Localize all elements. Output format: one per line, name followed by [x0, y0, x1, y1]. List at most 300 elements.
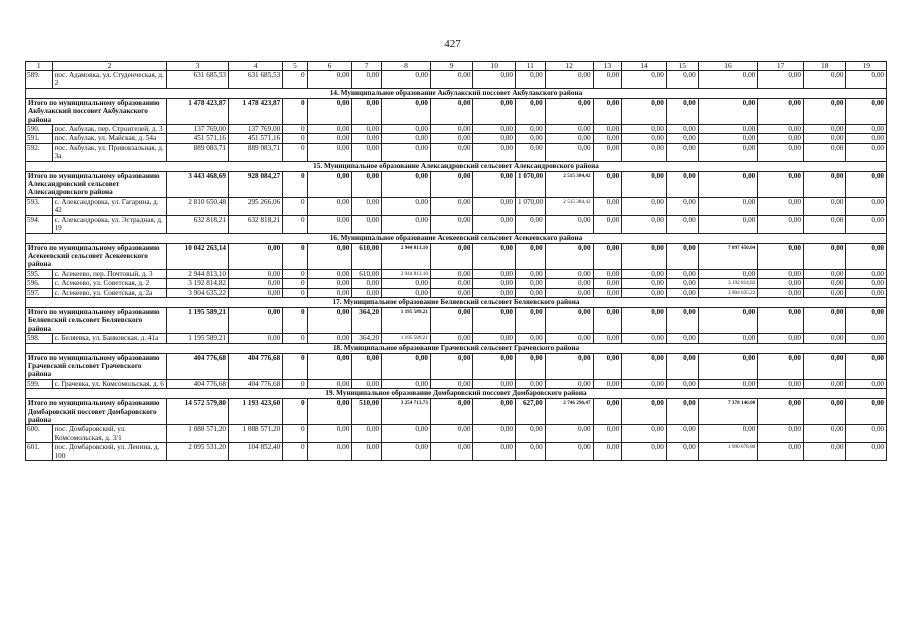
table-cell: 0,00: [307, 307, 352, 333]
address-cell: с. Александровка, ул. Эстрадная, д. 19: [52, 215, 167, 233]
table-cell: 0: [283, 71, 307, 89]
table-cell: 0,00: [473, 197, 516, 215]
table-cell: 0,00: [473, 269, 516, 278]
table-cell: 0,00: [666, 269, 698, 278]
table-cell: 0,00: [307, 379, 352, 388]
table-cell: 0,00: [382, 443, 431, 461]
table-cell: 0,00: [545, 279, 593, 288]
column-number: 4: [229, 62, 283, 71]
table-cell: 0,00: [352, 134, 382, 143]
table-cell: 0: [283, 379, 307, 388]
table-cell: 0,00: [515, 269, 545, 278]
table-cell: 0: [283, 425, 307, 443]
table-cell: 0: [283, 307, 307, 333]
table-cell: 0,00: [307, 269, 352, 278]
table-cell: 0,00: [666, 425, 698, 443]
table-cell: 0,00: [622, 288, 667, 297]
table-cell: 0,00: [515, 443, 545, 461]
total-label: Итого по муниципальному образованию Асекеевский сельсовет Асекеевского района: [26, 243, 167, 269]
table-cell: 510,00: [352, 399, 382, 425]
table-cell: 0,00: [846, 288, 887, 297]
total-row: [26, 307, 887, 333]
table-cell: 1 193 423,60: [229, 399, 283, 425]
row-number: 590.: [26, 125, 53, 134]
table-cell: 0,00: [758, 288, 804, 297]
table-cell: 0,00: [352, 353, 382, 379]
table-cell: 0,00: [758, 379, 804, 388]
table-cell: 0,00: [382, 288, 431, 297]
table-cell: 0,00: [515, 279, 545, 288]
table-cell: 1 478 423,87: [167, 98, 229, 124]
table-cell: 0,00: [515, 98, 545, 124]
table-cell: 0,00: [593, 98, 622, 124]
table-cell: 0,00: [515, 243, 545, 269]
table-cell: 0,00: [758, 269, 804, 278]
table-cell: 0,00: [698, 71, 758, 89]
column-number: 9: [430, 62, 473, 71]
table-cell: 0,00: [307, 197, 352, 215]
table-cell: 0,00: [473, 215, 516, 233]
table-row: [26, 197, 887, 215]
address-cell: с. Александровка, ул. Гагарина, д. 42: [52, 197, 167, 215]
table-row: [26, 71, 887, 89]
section-title: 19. Муниципальное образование Домбаровский поссовет Домбаровского района: [26, 389, 887, 399]
table-cell: 0,00: [666, 334, 698, 343]
table-cell: 0,00: [593, 399, 622, 425]
table-cell: 0,00: [307, 288, 352, 297]
table-cell: 0,00: [307, 71, 352, 89]
row-number: 596.: [26, 279, 53, 288]
table-cell: 3 192 814,82: [698, 279, 758, 288]
table-cell: 0,00: [593, 143, 622, 161]
total-label: Итого по муниципальному образованию Акбулакский поссовет Акбулакского района: [26, 98, 167, 124]
table-cell: 0,00: [352, 288, 382, 297]
table-cell: 0,00: [666, 197, 698, 215]
table-cell: 404 776,68: [229, 353, 283, 379]
table-cell: 0,00: [430, 134, 473, 143]
table-cell: 0,00: [229, 288, 283, 297]
table-cell: 0,00: [352, 215, 382, 233]
table-cell: 0,00: [593, 288, 622, 297]
table-cell: 0: [283, 171, 307, 197]
table-cell: 0: [283, 134, 307, 143]
table-cell: 0,00: [382, 197, 431, 215]
table-cell: 1 195 589,21: [382, 307, 431, 333]
address-cell: пос. Акбулак, ул. Привокзальная, д. 3а: [52, 143, 167, 161]
table-cell: 1 195 589,21: [167, 307, 229, 333]
table-row: [26, 143, 887, 161]
table-cell: 0,00: [430, 243, 473, 269]
column-number: 10: [473, 62, 516, 71]
table-cell: 364,20: [352, 334, 382, 343]
table-cell: 0,00: [307, 215, 352, 233]
table-cell: 0,00: [382, 279, 431, 288]
table-cell: 0,00: [352, 425, 382, 443]
table-cell: 0: [283, 197, 307, 215]
table-cell: 0,00: [307, 279, 352, 288]
table-cell: 0,00: [803, 134, 846, 143]
total-row: [26, 353, 887, 379]
table-cell: 0,00: [758, 279, 804, 288]
table-row: [26, 269, 887, 278]
table-cell: 0: [283, 279, 307, 288]
table-cell: 0,00: [430, 269, 473, 278]
table-cell: 364,20: [352, 307, 382, 333]
table-cell: 0,00: [545, 307, 593, 333]
table-cell: 0,00: [698, 269, 758, 278]
column-number: 15: [666, 62, 698, 71]
section-header-row: [26, 343, 887, 353]
table-cell: 1 070,00: [515, 197, 545, 215]
table-row: [26, 379, 887, 388]
table-cell: 0,00: [382, 425, 431, 443]
table-cell: 0,00: [545, 443, 593, 461]
section-title: 18. Муниципальное образование Грачевский сельсовет Грачевского района: [26, 343, 887, 353]
table-cell: 0,00: [622, 134, 667, 143]
total-row: [26, 98, 887, 124]
table-cell: 0,00: [229, 334, 283, 343]
table-cell: 0,00: [382, 215, 431, 233]
table-row: [26, 125, 887, 134]
table-cell: 0,00: [307, 134, 352, 143]
table-cell: 0,00: [698, 379, 758, 388]
table-cell: 0,00: [846, 379, 887, 388]
data-table: [25, 61, 887, 461]
table-cell: 0,00: [545, 379, 593, 388]
table-cell: 0,00: [622, 307, 667, 333]
table-cell: 1 088 571,20: [167, 425, 229, 443]
table-cell: 0,00: [758, 243, 804, 269]
table-cell: 0,00: [430, 288, 473, 297]
table-cell: 0,00: [382, 171, 431, 197]
table-cell: 0,00: [698, 197, 758, 215]
column-number: 1: [26, 62, 53, 71]
table-cell: 0,00: [758, 334, 804, 343]
table-cell: 0,00: [430, 215, 473, 233]
table-cell: 0,00: [307, 399, 352, 425]
row-number: 591.: [26, 134, 53, 143]
table-cell: 0,00: [382, 134, 431, 143]
table-cell: 0,00: [593, 243, 622, 269]
table-cell: 0,00: [593, 353, 622, 379]
table-cell: 0,00: [307, 171, 352, 197]
table-cell: 0,00: [473, 307, 516, 333]
table-cell: 0,00: [803, 307, 846, 333]
table-cell: 0,00: [803, 98, 846, 124]
section-header-row: [26, 233, 887, 243]
table-cell: 0,00: [515, 288, 545, 297]
table-cell: 104 852,40: [229, 443, 283, 461]
table-cell: 0,00: [352, 197, 382, 215]
address-cell: с. Грачевка, ул. Комсомольская, д. 6: [52, 379, 167, 388]
table-cell: 0,00: [430, 399, 473, 425]
table-cell: 0,00: [758, 171, 804, 197]
table-cell: 1 070,00: [515, 171, 545, 197]
table-cell: 0,00: [758, 425, 804, 443]
table-cell: 0,00: [545, 425, 593, 443]
table-cell: 0,00: [473, 143, 516, 161]
table-cell: 0,00: [545, 134, 593, 143]
table-cell: 0,00: [698, 215, 758, 233]
column-number: 19: [846, 62, 887, 71]
table-cell: 632 818,21: [167, 215, 229, 233]
table-cell: 0,00: [430, 353, 473, 379]
table-cell: 0,00: [515, 307, 545, 333]
table-cell: 0,00: [803, 171, 846, 197]
table-cell: 0,00: [698, 171, 758, 197]
address-cell: с. Беляевка, ул. Банковская, д. 41а: [52, 334, 167, 343]
table-cell: 404 776,68: [167, 353, 229, 379]
table-cell: 1 478 423,87: [229, 98, 283, 124]
table-cell: 0,00: [666, 215, 698, 233]
table-row: [26, 279, 887, 288]
table-cell: 0,00: [473, 134, 516, 143]
table-cell: 0,00: [846, 215, 887, 233]
row-number: 599.: [26, 379, 53, 388]
table-row: [26, 443, 887, 461]
table-cell: 0,00: [622, 125, 667, 134]
table-cell: 0: [283, 269, 307, 278]
table-cell: 0,00: [352, 443, 382, 461]
table-cell: 0,00: [803, 269, 846, 278]
table-cell: 0,00: [593, 425, 622, 443]
table-cell: 0,00: [307, 425, 352, 443]
table-cell: 2 810 650,48: [167, 197, 229, 215]
table-cell: 0,00: [593, 269, 622, 278]
table-cell: 0,00: [382, 143, 431, 161]
table-cell: 0,00: [846, 71, 887, 89]
table-cell: 889 083,71: [229, 143, 283, 161]
section-header-row: [26, 389, 887, 399]
table-cell: 2 746 296,47: [545, 399, 593, 425]
table-cell: 631 685,53: [167, 71, 229, 89]
table-cell: 0,00: [545, 215, 593, 233]
table-cell: 0,00: [803, 425, 846, 443]
table-cell: 0,00: [803, 243, 846, 269]
table-cell: 0,00: [758, 143, 804, 161]
table-cell: 0,00: [622, 71, 667, 89]
table-cell: 0,00: [229, 243, 283, 269]
table-cell: 0,00: [698, 125, 758, 134]
table-cell: 0,00: [545, 288, 593, 297]
table-cell: 0,00: [758, 307, 804, 333]
table-row: [26, 134, 887, 143]
table-cell: 0,00: [846, 443, 887, 461]
table-cell: 0,00: [666, 134, 698, 143]
table-cell: 0,00: [803, 288, 846, 297]
table-cell: 2 095 531,20: [167, 443, 229, 461]
table-cell: 0,00: [307, 143, 352, 161]
table-cell: 0,00: [545, 98, 593, 124]
column-number: 7: [352, 62, 382, 71]
table-cell: 0: [283, 443, 307, 461]
table-cell: 0,00: [515, 334, 545, 343]
table-cell: 0: [283, 125, 307, 134]
table-cell: 0,00: [803, 279, 846, 288]
section-header-row: [26, 161, 887, 171]
row-number: 592.: [26, 143, 53, 161]
table-cell: 0,00: [758, 134, 804, 143]
table-cell: 0,00: [803, 334, 846, 343]
table-cell: 0: [283, 353, 307, 379]
table-cell: 0,00: [473, 288, 516, 297]
table-cell: 2 515 384,42: [545, 171, 593, 197]
table-cell: 0,00: [666, 443, 698, 461]
table-cell: 0,00: [622, 279, 667, 288]
table-cell: 0,00: [622, 269, 667, 278]
table-cell: 0,00: [473, 171, 516, 197]
table-cell: 0,00: [846, 197, 887, 215]
table-row: [26, 288, 887, 297]
table-cell: 0,00: [515, 425, 545, 443]
table-cell: 0,00: [846, 243, 887, 269]
table-cell: 137 769,00: [167, 125, 229, 134]
section-title: 15. Муниципальное образование Александровский сельсовет Александровского района: [26, 161, 887, 171]
table-cell: 14 572 579,80: [167, 399, 229, 425]
table-cell: 0,00: [473, 379, 516, 388]
table-cell: 10 042 263,14: [167, 243, 229, 269]
table-cell: 0,00: [666, 279, 698, 288]
address-cell: с. Асекеево, ул. Советская, д. 2: [52, 279, 167, 288]
table-cell: 0,00: [473, 334, 516, 343]
table-cell: 0,00: [846, 425, 887, 443]
table-cell: 889 083,71: [167, 143, 229, 161]
table-cell: 0: [283, 143, 307, 161]
table-cell: 0: [283, 215, 307, 233]
table-cell: 0,00: [352, 171, 382, 197]
table-cell: 0,00: [758, 98, 804, 124]
row-number: 601.: [26, 443, 53, 461]
table-cell: 0,00: [758, 399, 804, 425]
table-cell: 0,00: [352, 71, 382, 89]
section-title: 17. Муниципальное образование Беляевский сельсовет Беляевского района: [26, 297, 887, 307]
table-cell: 3 254 713,73: [382, 399, 431, 425]
table-cell: 0,00: [622, 98, 667, 124]
section-header-row: [26, 297, 887, 307]
table-cell: 0,00: [622, 197, 667, 215]
table-cell: 610,00: [352, 243, 382, 269]
table-cell: 0,00: [666, 288, 698, 297]
table-cell: 0,00: [545, 71, 593, 89]
table-cell: 0,00: [382, 98, 431, 124]
total-row: [26, 399, 887, 425]
table-cell: 0,00: [473, 71, 516, 89]
table-cell: 0,00: [698, 143, 758, 161]
table-cell: 7 097 450,04: [698, 243, 758, 269]
table-cell: 0,00: [803, 379, 846, 388]
row-number: 597.: [26, 288, 53, 297]
table-cell: 0,00: [698, 353, 758, 379]
table-cell: 2 515 384,42: [545, 197, 593, 215]
table-cell: 0,00: [430, 71, 473, 89]
table-cell: 0,00: [666, 98, 698, 124]
table-cell: 0,00: [515, 215, 545, 233]
row-number: 593.: [26, 197, 53, 215]
table-cell: 0,00: [352, 279, 382, 288]
section-title: 16. Муниципальное образование Асекеевский сельсовет Асекеевского района: [26, 233, 887, 243]
address-cell: пос. Домбаровский, ул. Комсомольская, д. 3/1: [52, 425, 167, 443]
table-cell: 3 192 814,82: [167, 279, 229, 288]
table-cell: 0,00: [382, 125, 431, 134]
table-cell: 0,00: [666, 125, 698, 134]
table-cell: 0,00: [846, 269, 887, 278]
table-cell: 0,00: [622, 443, 667, 461]
table-cell: 404 776,68: [229, 379, 283, 388]
table-cell: 0,00: [593, 215, 622, 233]
table-cell: 0,00: [846, 143, 887, 161]
table-cell: 0,00: [545, 334, 593, 343]
table-cell: 1 088 571,20: [229, 425, 283, 443]
table-cell: 0,00: [515, 353, 545, 379]
table-cell: 632 818,21: [229, 215, 283, 233]
table-cell: 0,00: [622, 243, 667, 269]
table-cell: 0,00: [666, 171, 698, 197]
table-cell: 0,00: [430, 379, 473, 388]
table-cell: 0: [283, 334, 307, 343]
table-cell: 0,00: [846, 98, 887, 124]
table-cell: 0,00: [473, 425, 516, 443]
table-cell: 0,00: [666, 399, 698, 425]
table-cell: 0,00: [803, 71, 846, 89]
column-number-row: [26, 62, 887, 71]
table-cell: 0,00: [430, 443, 473, 461]
table-cell: 0,00: [473, 399, 516, 425]
address-cell: с. Асекеево, ул. Советская, д. 2а: [52, 288, 167, 297]
total-label: Итого по муниципальному образованию Александровский сельсовет Александровского района: [26, 171, 167, 197]
table-cell: 0,00: [545, 269, 593, 278]
table-cell: 0: [283, 399, 307, 425]
table-cell: 0,00: [473, 243, 516, 269]
column-number: 18: [803, 62, 846, 71]
table-cell: 0,00: [846, 171, 887, 197]
table-cell: 0,00: [666, 353, 698, 379]
section-title: 14. Муниципальное образование Акбулакский поссовет Акбулакского района: [26, 88, 887, 98]
table-cell: 0,00: [846, 334, 887, 343]
table-cell: 3 904 635,22: [167, 288, 229, 297]
table-cell: 0,00: [382, 71, 431, 89]
table-cell: 0,00: [803, 399, 846, 425]
table-cell: 0,00: [352, 143, 382, 161]
table-cell: 0,00: [430, 171, 473, 197]
table-cell: 610,00: [352, 269, 382, 278]
table-cell: 0,00: [622, 379, 667, 388]
table-cell: 1 990 678,80: [698, 443, 758, 461]
table-cell: 0,00: [622, 399, 667, 425]
table-cell: 0,00: [758, 215, 804, 233]
table-cell: 0,00: [352, 98, 382, 124]
table-cell: 1 195 589,21: [167, 334, 229, 343]
table-cell: 0,00: [430, 279, 473, 288]
table-cell: 0,00: [593, 71, 622, 89]
address-cell: пос. Домбаровский, ул. Ленина, д. 100: [52, 443, 167, 461]
column-number: 17: [758, 62, 804, 71]
row-number: 598.: [26, 334, 53, 343]
table-cell: 0,00: [666, 243, 698, 269]
table-cell: 0,00: [593, 125, 622, 134]
table-cell: 0,00: [803, 197, 846, 215]
table-cell: 0: [283, 98, 307, 124]
table-cell: 0,00: [515, 125, 545, 134]
table-cell: 0,00: [430, 197, 473, 215]
table-cell: 0,00: [545, 143, 593, 161]
table-cell: 0,00: [473, 353, 516, 379]
table-cell: 0,00: [666, 379, 698, 388]
table-cell: 0,00: [758, 71, 804, 89]
table-cell: 2 944 813,10: [382, 243, 431, 269]
table-cell: 0,00: [846, 307, 887, 333]
table-cell: 0,00: [622, 171, 667, 197]
column-number: 13: [593, 62, 622, 71]
